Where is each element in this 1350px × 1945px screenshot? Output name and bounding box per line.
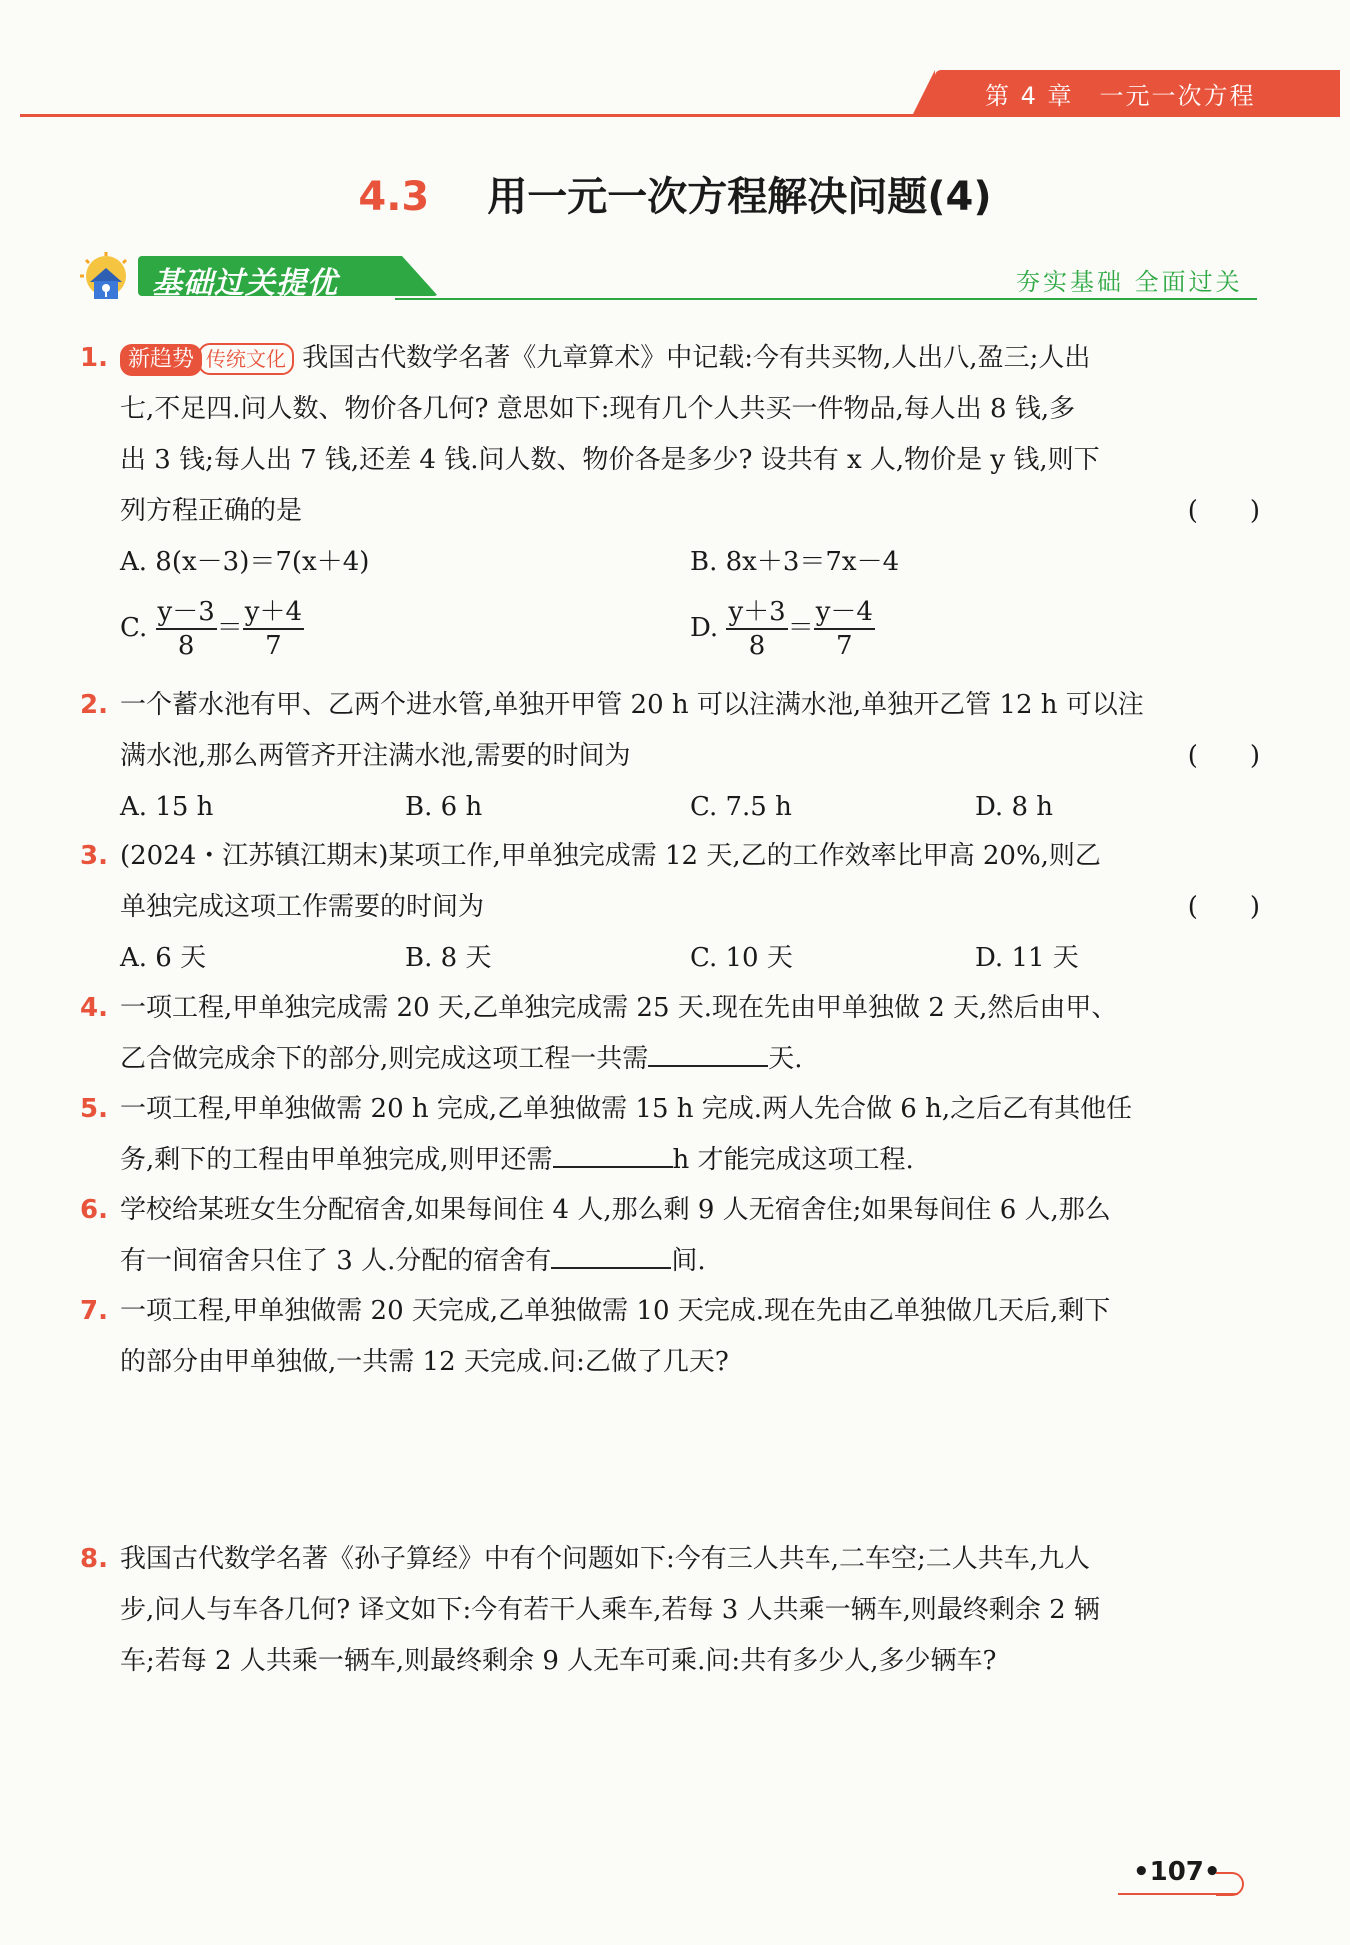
- culture-tag: 传统文化: [198, 343, 294, 375]
- denominator: 7: [836, 631, 853, 661]
- question-text: 列方程正确的是: [120, 496, 303, 526]
- trend-tag: 新趋势: [120, 344, 202, 376]
- answer-blank[interactable]: [553, 1136, 673, 1168]
- question-text: h 才能完成这项工程.: [672, 1145, 914, 1175]
- question-text: 七,不足四.问人数、物价各几何? 意思如下:现有几个人共买一件物品,每人出 8 钱,多: [120, 394, 1076, 424]
- answer-bracket[interactable]: ( ): [1187, 496, 1260, 526]
- question-number: 8.: [80, 1544, 108, 1574]
- equals-sign: ＝: [787, 613, 814, 643]
- question-text: 步,问人与车各几何? 译文如下:今有若干人乘车,若每 3 人共乘一辆车,则最终剩余 2 辆: [120, 1595, 1100, 1625]
- fraction: [814, 596, 875, 662]
- chapter-number: 第 4 章: [985, 82, 1074, 110]
- option-b[interactable]: B. 6 h: [405, 792, 483, 822]
- question-number: 7.: [80, 1296, 108, 1326]
- page-title: [0, 165, 1350, 222]
- question-text: 学校给某班女生分配宿舍,如果每间住 4 人,那么剩 9 人无宿舍住;如果每间住 6 人,那么: [120, 1195, 1111, 1225]
- fraction: [243, 596, 304, 662]
- question-text: 有一间宿舍只住了 3 人.分配的宿舍有: [120, 1246, 552, 1276]
- numerator: y＋3: [726, 596, 787, 630]
- question-number: 4.: [80, 993, 108, 1023]
- question-text-line: [120, 1135, 1260, 1186]
- question-text: 一项工程,甲单独完成需 20 天,乙单独完成需 25 天.现在先由甲单独做 2 天,然后由甲、: [120, 993, 1118, 1023]
- option-d[interactable]: D. 8 h: [975, 792, 1053, 822]
- question-text-line: [120, 731, 1260, 782]
- question-8: [80, 1534, 1260, 1687]
- question-text-line: [120, 486, 1260, 537]
- house-icon: [80, 252, 136, 302]
- options-row: [120, 537, 1260, 588]
- question-6: [80, 1185, 1260, 1287]
- section-slogan: 夯实基础 全面过关: [1016, 268, 1243, 296]
- question-text: 单独完成这项工作需要的时间为: [120, 892, 485, 922]
- denominator: 8: [177, 631, 195, 661]
- fraction: [156, 596, 217, 662]
- option-b[interactable]: B. 8 天: [405, 943, 492, 973]
- option-a[interactable]: A. 8(x－3)＝7(x＋4): [120, 547, 370, 577]
- answer-bracket[interactable]: ( ): [1187, 741, 1260, 771]
- question-text: 车;若每 2 人共乘一辆车,则最终剩余 9 人无车可乘.问:共有多少人,多少辆车?: [120, 1646, 997, 1676]
- option-d[interactable]: [690, 596, 875, 662]
- question-number: 3.: [80, 841, 108, 871]
- question-text: 出 3 钱;每人出 7 钱,还差 4 钱.问人数、物价各是多少? 设共有 x 人,物价是 y 钱,则下: [120, 445, 1100, 475]
- question-text: 的部分由甲单独做,一共需 12 天完成.问:乙做了几天?: [120, 1347, 729, 1377]
- header-rule: [20, 114, 1340, 117]
- section-band: [80, 252, 400, 301]
- denominator: 7: [265, 631, 282, 661]
- question-text: 一个蓄水池有甲、乙两个进水管,单独开甲管 20 h 可以注满水池,单独开乙管 12 h 可以注: [120, 690, 1144, 720]
- option-c[interactable]: C. 10 天: [690, 943, 793, 973]
- question-4: [80, 983, 1260, 1085]
- options-row: [120, 782, 1260, 833]
- question-text: 一项工程,甲单独做需 20 天完成,乙单独做需 10 天完成.现在先由乙单独做几天后,剩下: [120, 1296, 1111, 1326]
- equals-sign: ＝: [216, 613, 243, 643]
- question-text: (2024・江苏镇江期末)某项工作,甲单独完成需 12 天,乙的工作效率比甲高 20%,则乙: [120, 841, 1101, 871]
- option-a[interactable]: A. 15 h: [120, 792, 214, 822]
- answer-blank[interactable]: [648, 1035, 768, 1067]
- option-d[interactable]: D. 11 天: [975, 943, 1079, 973]
- option-label: D.: [690, 613, 719, 643]
- numerator: y－3: [156, 596, 217, 630]
- question-3: [80, 831, 1260, 984]
- question-text-line: [120, 1236, 1260, 1287]
- option-b[interactable]: B. 8x＋3＝7x－4: [690, 547, 900, 577]
- question-number: 6.: [80, 1195, 108, 1225]
- denominator: 8: [748, 631, 766, 661]
- question-text: 满水池,那么两管齐开注满水池,需要的时间为: [120, 741, 631, 771]
- question-text: 天.: [768, 1044, 803, 1074]
- options-row: [120, 933, 1260, 984]
- fraction: [726, 596, 787, 662]
- option-c[interactable]: C. 7.5 h: [690, 792, 792, 822]
- question-text: 间.: [671, 1246, 706, 1276]
- numerator: y－4: [814, 596, 875, 630]
- question-number: 2.: [80, 690, 108, 720]
- question-2: [80, 680, 1260, 833]
- option-a[interactable]: A. 6 天: [120, 943, 207, 973]
- option-label: C.: [120, 613, 148, 643]
- section-title: 用一元一次方程解决问题(4): [487, 174, 992, 220]
- section-number: 4.3: [358, 174, 430, 220]
- question-text: 我国古代数学名著《九章算术》中记载:今有共买物,人出八,盈三;人出: [302, 343, 1091, 373]
- answer-bracket[interactable]: ( ): [1187, 892, 1260, 922]
- question-text: 我国古代数学名著《孙子算经》中有个问题如下:今有三人共车,二车空;二人共车,九人: [120, 1544, 1091, 1574]
- question-text-line: [120, 333, 1260, 384]
- question-7: [80, 1286, 1260, 1388]
- option-c[interactable]: [120, 596, 304, 662]
- numerator: y＋4: [243, 596, 304, 630]
- question-5: [80, 1084, 1260, 1186]
- section-label: 基础过关提优: [152, 266, 338, 301]
- question-text-line: [120, 882, 1260, 933]
- page-number: •107•: [1133, 1857, 1221, 1887]
- chapter-header: [985, 76, 1282, 111]
- question-number: 5.: [80, 1094, 108, 1124]
- options-row: [120, 588, 1260, 668]
- question-text: 乙合做完成余下的部分,则完成这项工程一共需: [120, 1044, 649, 1074]
- section-rule: [395, 298, 1257, 300]
- question-text: 务,剩下的工程由甲单独完成,则甲还需: [120, 1145, 553, 1175]
- chapter-title: 一元一次方程: [1099, 82, 1256, 110]
- answer-blank[interactable]: [551, 1237, 671, 1269]
- question-text: 一项工程,甲单独做需 20 h 完成,乙单独做需 15 h 完成.两人先合做 6 h,之后乙有其他任: [120, 1094, 1133, 1124]
- page-hook-icon: [1216, 1872, 1244, 1896]
- question-number: 1.: [80, 343, 108, 373]
- question-text-line: [120, 1034, 1260, 1085]
- question-1: [80, 333, 1260, 668]
